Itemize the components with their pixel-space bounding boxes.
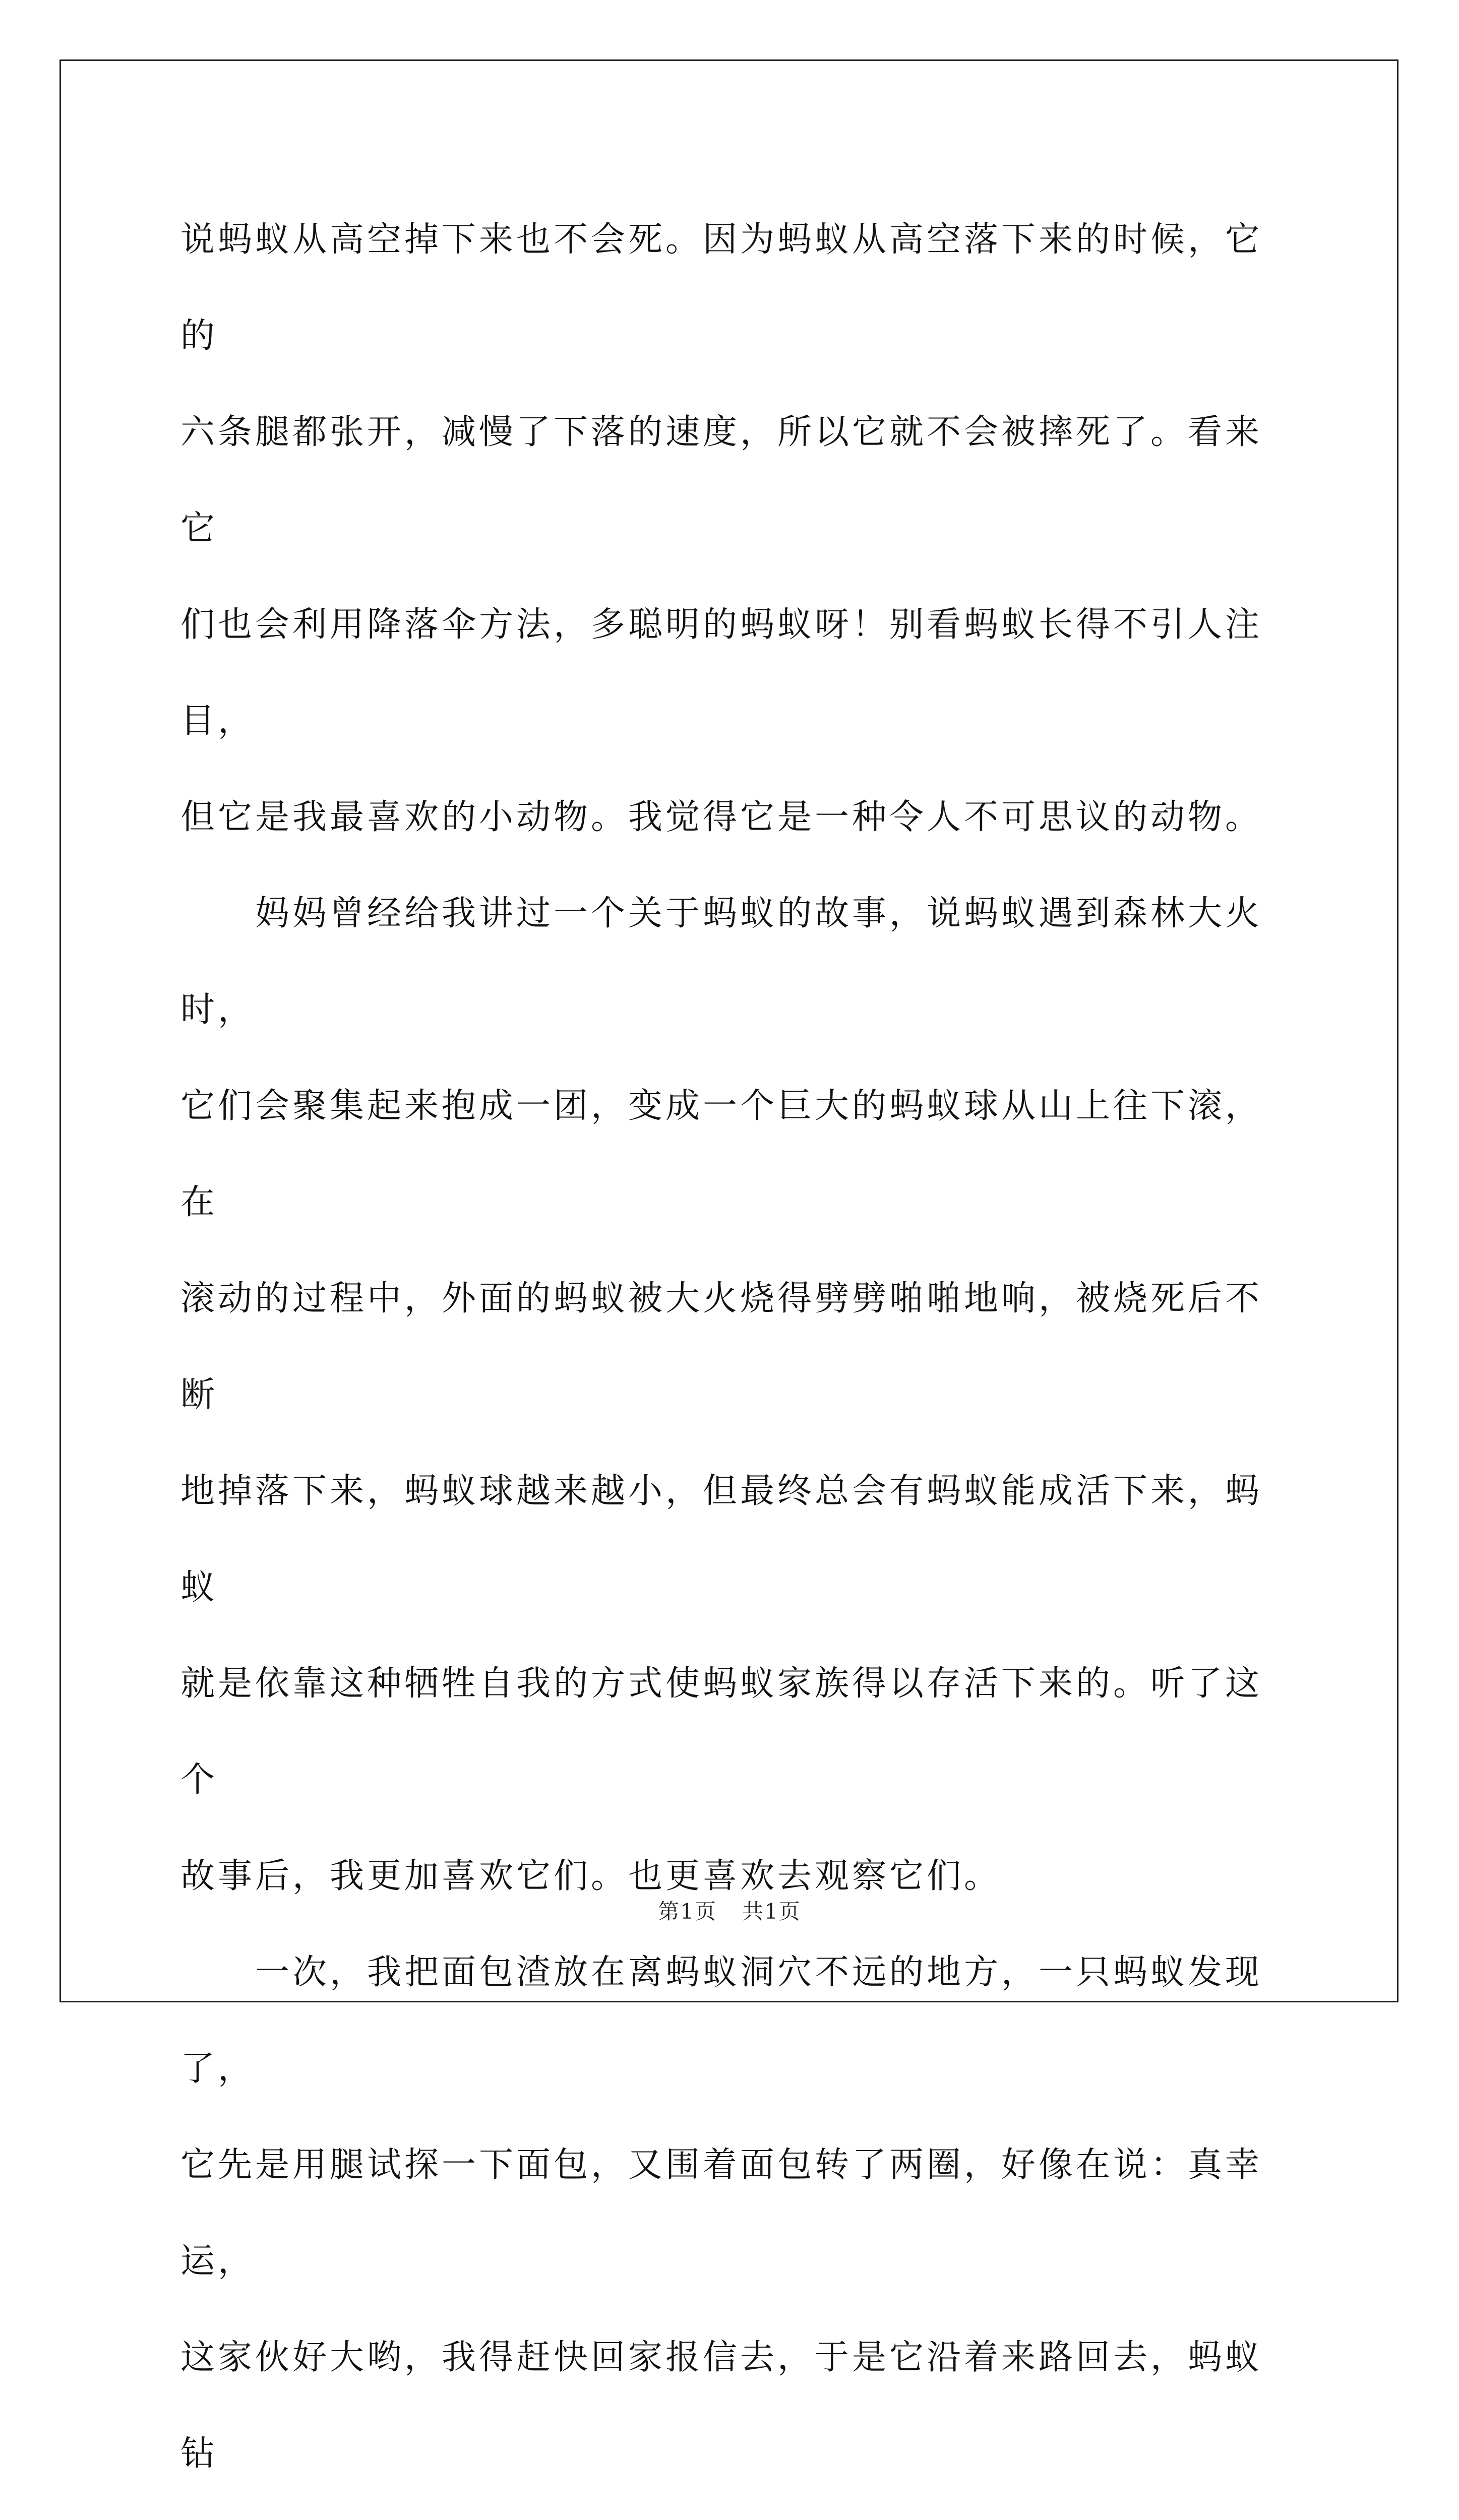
page-total: 共1页: [742, 1899, 801, 1924]
paragraph-3: 一次，我把面包渣放在离蚂蚁洞穴不远的地方，一只蚂蚁发现了， 它先是用腿试探一下面包，又围着面包转了两圈，好像在说：真幸运， 这家伙好大哟，我得赶快回家报信去，于是它沿着来路回去，蚂蚁钻: [180, 1952, 1263, 2474]
page-number: 第1页: [658, 1899, 717, 1924]
document-body: [180, 192, 1285, 2520]
paragraph-1: 说蚂蚁从高空掉下来也不会死。因为蚂蚁从高空落下来的时候，它的 六条腿都张开，减慢了下落的速度，所以它就不会被摔死了。看来它 们也会利用降落伞方法，多聪明的蚂蚁呀！别看蚂蚁长得不引人注目， 但它是我最喜欢的小动物。我觉得它是一种令人不可思议的动物。: [180, 220, 1263, 837]
paragraph-2: 妈妈曾经给我讲过一个关于蚂蚁的故事，说蚂蚁遇到森林大火时， 它们会聚集起来抱成一团，变成一个巨大的蚂蚁球从山上往下滚，在 滚动的过程中，外面的蚂蚁被大火烧得劈劈啪啪地响，被烧死后不断 地掉落下来，蚂蚁球越来越小，但最终总会有蚂蚁能成活下来，蚂蚁 就是依靠这种牺牲自我的方式使蚂蚁家族得以存活下来的。听了这个 故事后，我更加喜欢它们。也更喜欢去观察它们。: [180, 894, 1263, 1896]
page-footer: [0, 1895, 1459, 1925]
